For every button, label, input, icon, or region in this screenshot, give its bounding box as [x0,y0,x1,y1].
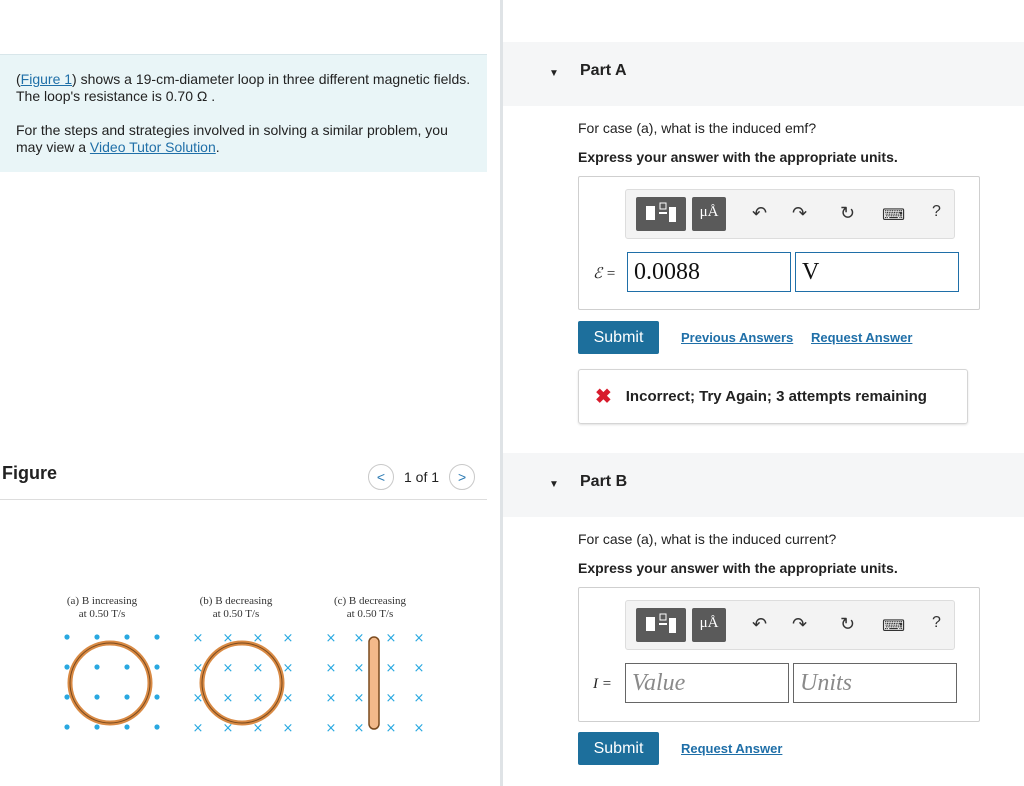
field-cross: × [192,721,204,736]
field-cross: × [385,661,397,676]
templates-icon [636,197,686,231]
panel-c-caption-1: (c) B decreasing [333,595,407,607]
field-cross: × [192,661,204,676]
help-icon[interactable]: ? [932,203,941,220]
field-cross: × [282,661,294,676]
emf-units-input[interactable]: V [795,252,959,292]
field-dot [154,694,159,699]
current-label: I = [593,676,612,692]
part-a-submit-button[interactable]: Submit [578,321,659,354]
prev-figure-button[interactable]: < [368,464,394,490]
current-value-input[interactable]: Value [625,663,789,703]
templates-icon [636,608,686,642]
field-dot [64,664,69,669]
field-cross: × [192,631,204,646]
field-dot [124,634,129,639]
field-dot [154,634,159,639]
panel-b-caption-2: at 0.50 T/s [212,608,260,620]
field-cross: × [222,721,234,736]
field-cross: × [282,721,294,736]
next-figure-button[interactable]: > [449,464,475,490]
field-cross: × [325,631,337,646]
panel-b-caption-1: (b) B decreasing [199,595,273,607]
units-button[interactable]: μÅ [692,197,726,231]
field-dot [154,724,159,729]
loop-c-edge-on [369,637,379,729]
field-dot [64,694,69,699]
loop-a-edge [70,643,150,723]
field-cross: × [222,631,234,646]
field-dot [94,664,99,669]
field-cross: × [353,661,365,676]
field-cross: × [222,691,234,706]
field-dot [94,694,99,699]
field-cross: × [353,631,365,646]
field-cross: × [413,661,425,676]
undo-icon[interactable]: ↶ [752,614,768,634]
loop-figure [40,585,440,745]
problem-statement [0,54,487,172]
field-cross: × [413,691,425,706]
field-cross: × [413,631,425,646]
templates-button[interactable] [636,197,686,231]
field-cross: × [325,661,337,676]
figure-link[interactable]: Figure 1 [20,71,73,87]
part-b-question: For case (a), what is the induced current? [578,531,837,547]
field-cross: × [252,721,264,736]
field-cross: × [252,631,264,646]
redo-icon[interactable]: ↷ [792,203,808,223]
math-toolbar [625,600,955,650]
field-dot [124,664,129,669]
figure-counter: 1 of 1 [404,469,440,485]
redo-icon[interactable]: ↷ [792,614,808,634]
problem-paragraph-1: (Figure 1) shows a 19-cm-diameter loop in three different magnetic fields. The loop's resistance is 0.70 Ω . [16,71,471,104]
part-a-request-answer-link[interactable]: Request Answer [811,330,913,345]
field-cross: × [282,691,294,706]
field-dots-a [64,634,159,729]
field-cross: × [282,631,294,646]
field-dot [124,724,129,729]
feedback-message [578,369,968,424]
field-cross: × [353,721,365,736]
field-cross: × [325,691,337,706]
collapse-icon: ▼ [549,479,559,490]
reset-icon[interactable]: ↻ [840,203,856,223]
emf-label: ℰ = [593,266,616,282]
field-cross: × [385,691,397,706]
panel-a-caption-1: (a) B increasing [66,595,138,607]
feedback-text: Incorrect; Try Again; 3 attempts remaining [625,388,927,405]
math-toolbar [625,189,955,239]
incorrect-icon: ✖ [595,386,612,408]
part-b-submit-button[interactable]: Submit [578,732,659,765]
field-dot [64,634,69,639]
previous-answers-link[interactable]: Previous Answers [681,330,794,345]
field-cross: × [252,661,264,676]
problem-paragraph-2: For the steps and strategies involved in solving a similar problem, you may view a Video Tutor Solution. [16,122,448,155]
part-a-question: For case (a), what is the induced emf? [578,120,817,136]
emf-value-input[interactable]: 0.0088 [627,252,791,292]
figure-title: Figure [2,463,58,483]
panel-c-caption-2: at 0.50 T/s [346,608,394,620]
templates-button[interactable] [636,608,686,642]
divider [0,499,487,500]
field-cross: × [413,721,425,736]
part-b-instruction: Express your answer with the appropriate units. [578,560,898,576]
field-cross: × [385,631,397,646]
video-tutor-link[interactable]: Video Tutor Solution [89,139,216,155]
loop-b-edge [202,643,282,723]
units-button[interactable]: μÅ [692,608,726,642]
field-dot [124,694,129,699]
field-cross: × [192,691,204,706]
field-dot [154,664,159,669]
field-dot [94,634,99,639]
part-b-label: Part B [580,473,628,490]
current-units-input[interactable]: Units [793,663,957,703]
part-a-label: Part A [580,62,627,79]
part-b-request-answer-link[interactable]: Request Answer [681,741,783,756]
undo-icon[interactable]: ↶ [752,203,768,223]
field-dot [64,724,69,729]
part-b-header[interactable] [503,453,1024,517]
figure-navigation [368,464,475,490]
keyboard-icon[interactable]: ⌨ [882,618,906,635]
part-a-answer-box [578,176,980,310]
help-icon[interactable]: ? [932,614,941,631]
part-a-instruction: Express your answer with the appropriate units. [578,149,898,165]
part-b-answer-box [578,587,980,722]
reset-icon[interactable]: ↻ [840,614,856,634]
collapse-icon: ▼ [549,68,559,79]
field-crosses-b [193,631,294,736]
field-cross: × [353,691,365,706]
column-divider [500,0,503,786]
panel-a-caption-2: at 0.50 T/s [78,608,126,620]
keyboard-icon[interactable]: ⌨ [882,207,906,224]
field-dot [94,724,99,729]
field-cross: × [252,691,264,706]
part-a-header[interactable] [503,42,1024,106]
field-cross: × [222,661,234,676]
field-cross: × [385,721,397,736]
field-cross: × [325,721,337,736]
